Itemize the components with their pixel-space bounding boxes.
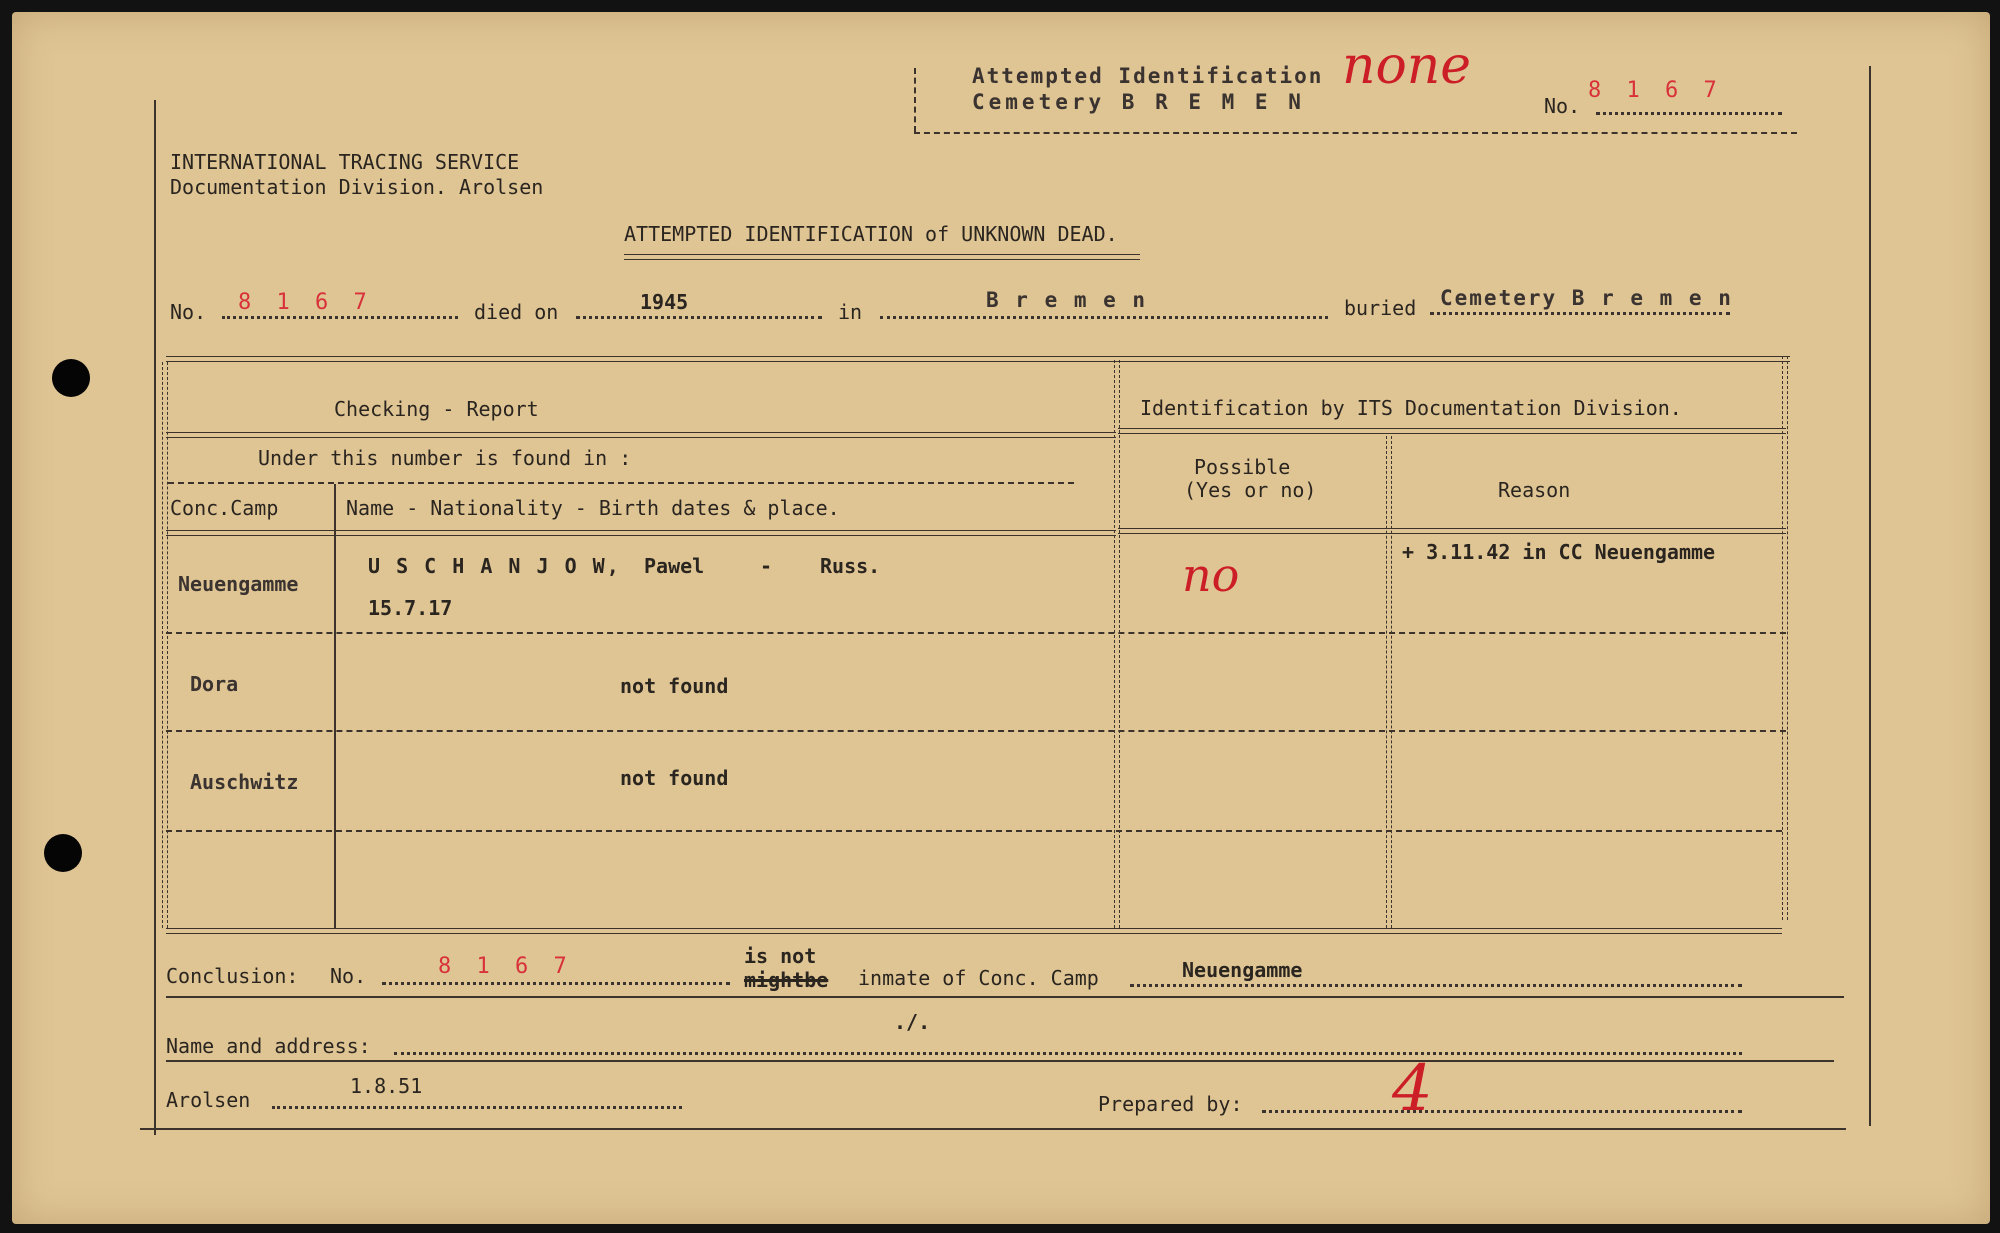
card-left-border — [154, 100, 156, 1135]
prepared-initials: 4 — [1392, 1052, 1433, 1126]
buried-value: Cemetery B r e m e n — [1440, 286, 1733, 310]
rule-under-possible-header — [1118, 528, 1786, 534]
rule-under-identification — [1118, 428, 1786, 434]
under-number-text: Under this number is found in : — [258, 446, 632, 470]
died-label: died on — [474, 300, 559, 324]
conclusion-inmate: inmate of Conc. Camp — [858, 966, 1099, 990]
table-left-border — [162, 362, 168, 928]
record-no-dots — [222, 316, 458, 319]
name-address-dots — [394, 1052, 1742, 1055]
footer-rule — [140, 1128, 1846, 1130]
header-no-label: No. — [1544, 94, 1581, 118]
stamp-line1: Attempted Identification — [972, 64, 1324, 88]
conclusion-struck: mightbe — [744, 968, 829, 992]
conclusion-no-dots — [382, 982, 730, 985]
buried-dots — [1430, 312, 1730, 315]
row1-birthdate: 15.7.17 — [368, 596, 453, 620]
row1-possible: no — [1182, 548, 1240, 602]
date-value: 1.8.51 — [350, 1074, 423, 1098]
page-title: ATTEMPTED IDENTIFICATION of UNKNOWN DEAD. — [624, 222, 1118, 246]
arolsen-label: Arolsen — [166, 1088, 251, 1112]
rule-under-col-headers — [166, 530, 1116, 536]
punch-hole-bottom — [44, 834, 82, 872]
row1-surname: U S C H A N J O W, — [368, 554, 621, 578]
conclusion-camp: Neuengamme — [1182, 958, 1303, 982]
in-value: B r e m e n — [986, 288, 1148, 312]
divider-camp-name — [334, 484, 336, 928]
rule-under-found — [168, 482, 1074, 484]
row1-camp: Neuengamme — [178, 572, 299, 596]
row1-nationality: Russ. — [820, 554, 881, 578]
rule-row2-bottom — [166, 730, 1786, 732]
handwritten-note: none — [1342, 36, 1472, 96]
col-reason-header: Reason — [1498, 478, 1571, 502]
prepared-label: Prepared by: — [1098, 1092, 1243, 1116]
table-top-border — [166, 356, 1790, 362]
row2-camp: Dora — [190, 672, 239, 696]
conclusion-no-value: 8 1 6 7 — [438, 954, 573, 979]
name-address-value: ./. — [894, 1010, 931, 1034]
conclusion-camp-dots — [1130, 984, 1742, 987]
stamp-box-bottom — [914, 132, 1797, 134]
row3-camp: Auschwitz — [190, 770, 299, 794]
died-value: 1945 — [640, 290, 689, 314]
conclusion-is-not: is not — [744, 944, 817, 968]
col-possible-header-2: (Yes or no) — [1184, 478, 1317, 502]
conclusion-label: Conclusion: — [166, 964, 299, 988]
checking-report-header: Checking - Report — [334, 397, 539, 421]
conclusion-rule — [166, 996, 1844, 998]
divider-possible-reason — [1386, 436, 1392, 928]
table-bottom-border — [166, 928, 1782, 934]
row3-name: not found — [620, 766, 729, 790]
col-possible-header-1: Possible — [1194, 455, 1291, 479]
in-dots — [880, 316, 1328, 319]
row1-dash: - — [760, 554, 773, 578]
title-underline — [624, 254, 1140, 260]
rule-under-checking — [166, 432, 1116, 438]
died-dots — [576, 316, 822, 319]
stamp-line2: Cemetery B R E M E N — [972, 90, 1305, 114]
col-camp-header: Conc.Camp — [170, 496, 279, 520]
record-no-label: No. — [170, 300, 207, 324]
in-label: in — [838, 300, 863, 324]
identification-header: Identification by ITS Documentation Division. — [1140, 396, 1682, 420]
stamp-box-left — [914, 68, 916, 132]
row1-reason: + 3.11.42 in CC Neuengamme — [1402, 540, 1716, 564]
org-line2: Documentation Division. Arolsen — [170, 175, 544, 199]
col-name-header: Name - Nationality - Birth dates & place. — [346, 496, 840, 520]
record-no-value: 8 1 6 7 — [238, 290, 373, 315]
org-line1: INTERNATIONAL TRACING SERVICE — [170, 150, 520, 174]
row2-name: not found — [620, 674, 729, 698]
table-right-border — [1782, 356, 1788, 920]
name-address-label: Name and address: — [166, 1034, 371, 1058]
card-right-border — [1869, 66, 1871, 1126]
header-no-value: 8 1 6 7 — [1588, 78, 1723, 103]
arolsen-dots — [272, 1106, 682, 1109]
header-no-dots — [1596, 112, 1782, 115]
rule-row3-bottom — [166, 830, 1782, 832]
row1-firstname: Pawel — [644, 554, 705, 578]
rule-row1-bottom — [166, 632, 1786, 634]
punch-hole-top — [52, 359, 90, 397]
buried-label: buried — [1344, 296, 1417, 320]
divider-report-identification — [1114, 360, 1120, 928]
conclusion-no-label: No. — [330, 964, 367, 988]
prepared-dots — [1262, 1110, 1742, 1113]
name-address-rule — [166, 1060, 1834, 1062]
